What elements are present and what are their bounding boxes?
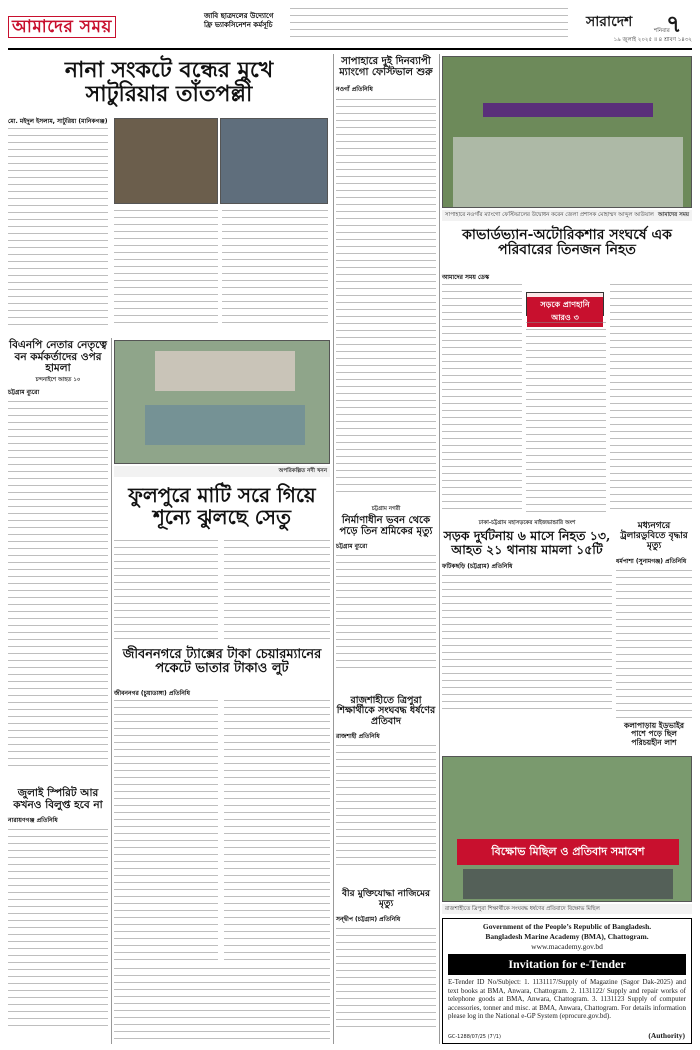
article-jessore-continued (114, 968, 330, 1044)
masthead-rule (8, 48, 692, 50)
mango-photo-caption: সাপাহারে নওগাঁর ম্যাংগো ফেস্টিভালের উদ্বোধন করেন জেলা প্রশাসক মোহাম্মদ আব্দুল আউয়াল আমাদের সময় (442, 210, 692, 221)
headline: রাজশাহীতে ত্রিপুরা শিক্ষার্থীকে সংঘবদ্ধ ধর্ষণের প্রতিবাদ (336, 695, 436, 727)
article-worker (336, 506, 436, 690)
column-rule (111, 338, 112, 1044)
photo-credit: আমাদের সময় (657, 212, 689, 218)
byline: ফটিকছড়ি (চট্টগ্রাম) প্রতিনিধি (442, 562, 513, 570)
page-number: ৭ (666, 9, 682, 38)
byline: মো. মইদুল ইসলাম, সাটুরিয়া (মানিকগঞ্জ) (8, 118, 108, 125)
article-body-col3 (222, 210, 328, 328)
byline: চট্টগ্রাম ব্যুরো (8, 388, 40, 396)
article-jessore (114, 644, 330, 964)
headline: ফুলপুরে মাটি সরে গিয়ে শূন্যে ঝুলছে সেতু (128, 483, 316, 529)
article-freedom (336, 888, 436, 1044)
headline: সড়ক দুর্ঘটনায় ৬ মাসে নিহত ১৩, আহত ২১ থানায় মামলা ১৫টি (443, 528, 611, 557)
photo-loom-right (220, 118, 328, 204)
byline: আমাদের সময় ডেস্ক (442, 274, 490, 281)
headline: জীবননগরে ট্যাক্সের টাকা চেয়ারম্যানের পকেটে ভাতার টাকাও লুট (122, 647, 322, 677)
article-body-col2 (114, 210, 218, 328)
article-bnp (8, 338, 108, 782)
byline: জীবননগর (চুয়াডাঙ্গা) প্রতিনিধি (114, 690, 190, 697)
article-corpse (616, 722, 692, 750)
kicker: ঢাকা-চট্টগ্রাম মহাসড়কের মাইজভান্ডারি অংশ (478, 520, 576, 526)
tender-body: E-Tender ID No/Subject: 1. 1131117/Supply of Magazine (Sagor Dak-2025) and text books at BMA, Anwara, Chattogram. 2. 1131122/ Supply and repair works of telephone goods at BMA, Anwara, Chattogram. 3. 1131123 Supply of computer accessories, tonner and misc. at BMA, Anwara, Chattogram. For details information please log in the National e-GP System (eprocure.gov.bd). (448, 978, 686, 1021)
article-body-col1 (8, 128, 108, 328)
article-body-col1 (114, 700, 218, 964)
column-rule (333, 54, 334, 1044)
byline: নওগাঁ প্রতিনিধি (336, 86, 373, 93)
byline: সন্দ্বীপ (চট্টগ্রাম) প্রতিনিধি (336, 915, 401, 923)
article-body-col2 (224, 540, 330, 640)
article-tant (8, 54, 330, 334)
byline: চট্টগ্রাম ব্যুরো (336, 543, 368, 550)
headline: কলাপাড়ায় ইডভাইর পাশে পড়ে ছিল পরিচয়হীন লাশ (623, 721, 685, 747)
headline: বিএনপি নেতার নেতৃত্বে বন কর্মকর্তাদের ওপর হামলা (9, 339, 107, 375)
logo: আমাদের সময় (8, 14, 138, 38)
masthead-teaser-text (290, 8, 568, 42)
headline: নানা সংকটে বন্ধের মুখে সাটুরিয়ার তাঁতপল্লী (64, 57, 274, 108)
headline: সাপাহারে দুই দিনব্যাপী ম্যাংগো ফেস্টিভাল শুরু (339, 56, 433, 78)
kicker: চন্দনাইশে আহত ১০ (35, 376, 81, 383)
tender-notice (442, 918, 692, 1044)
date: ১৯ জুলাই ২০২৫ ॥ ৪ শ্রাবণ ১৪৩২ (613, 37, 692, 43)
bridge-photo-caption: অপরিকল্পিত নদী খনন (114, 466, 330, 477)
masthead-teaser: জাবি ছাত্রদলের উদ্যোগে ফ্রি ভ্যাকসিনেশন কর্মসূচি (204, 12, 274, 29)
article-body-col2 (526, 322, 606, 514)
photo-mango-festival (442, 56, 692, 208)
article-body-col2 (224, 700, 330, 964)
masthead (8, 6, 692, 46)
article-body-col3 (610, 284, 692, 514)
day: শনিবার (654, 28, 670, 34)
sidebar-tag: সড়কে প্রাণহানি আরও ৩ (526, 292, 604, 316)
tender-signature: (Authority) (648, 1031, 685, 1040)
protest-banner: বিক্ষোভ মিছিল ও প্রতিবাদ সমাবেশ (457, 839, 679, 865)
article-body-col1 (442, 284, 522, 514)
article-mango (336, 54, 436, 504)
tender-gov: Government of the People’s Republic of Bangladesh. (482, 922, 652, 931)
article-july (8, 786, 108, 1044)
article-trawler (616, 520, 692, 720)
headline: মধ্যনগরে ট্রলারডুবিতে বৃদ্ধার মৃত্যু (620, 521, 688, 551)
column-rule (439, 54, 440, 1044)
headline: নির্মাণাধীন ভবন থেকে পড়ে তিন শ্রমিকের মৃত্যু (339, 515, 433, 537)
article-bridge (114, 480, 330, 640)
photo-bridge (114, 340, 330, 464)
tender-gd: GC-1288/07/25 (7'/1) (448, 1034, 501, 1040)
section-title: সারাদেশ (586, 14, 633, 30)
tender-url: www.macademy.gov.bd (531, 942, 603, 951)
article-ctg-road (442, 520, 612, 750)
photo-protest (442, 756, 692, 902)
headline: জুলাই স্পিরিট আর কখনও বিলুপ্ত হবে না (13, 787, 103, 811)
protest-photo-caption: রাজশাহীতে ত্রিপুরা শিক্ষার্থীকে সংঘবদ্ধ ধর্ষণের প্রতিবাদে বিক্ষোভ মিছিল (442, 904, 692, 914)
headline: কাভার্ডভ্যান-অটোরিকশার সংঘর্ষে এক পরিবারের তিনজন নিহত (462, 227, 672, 259)
article-body-col1 (114, 540, 218, 640)
headline: বীর মুক্তিযোদ্ধা নাজিমের মৃত্যু (342, 889, 430, 909)
byline: ধর্মপাশা (সুনামগঞ্জ) প্রতিনিধি (616, 557, 687, 565)
tender-org: Bangladesh Marine Academy (BMA), Chattogram. (485, 932, 649, 941)
byline: রাজশাহী প্রতিনিধি (336, 733, 380, 741)
byline: নারায়ণগঞ্জ প্রতিনিধি (8, 817, 58, 825)
tender-title: Invitation for e-Tender (448, 954, 686, 975)
photo-loom-left (114, 118, 218, 204)
article-cng (442, 226, 692, 516)
article-tripura (336, 694, 436, 884)
kicker: চট্টগ্রাম নগরী (371, 506, 401, 512)
